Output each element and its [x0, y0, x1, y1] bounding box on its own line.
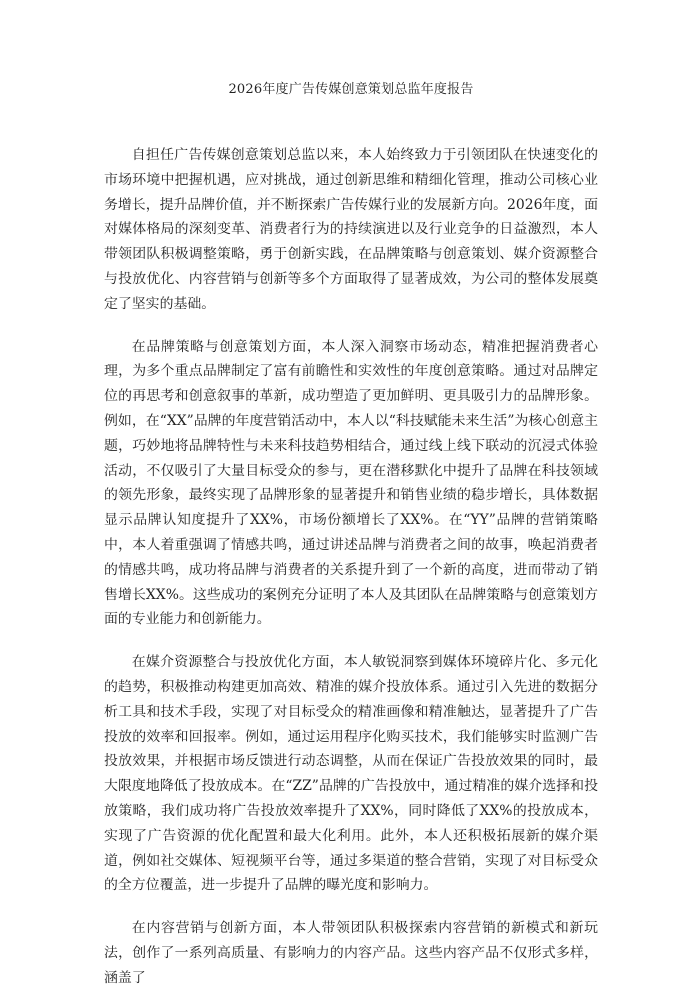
paragraph-brand-strategy: 在品牌策略与创意策划方面，本人深入洞察市场动态，精准把握消费者心理，为多个重点品牌制定了富有前瞻性和实效性的年度创意策略。通过对品牌定位的再思考和创意叙事的革新，成功塑造了更加鲜明、更具吸引力的品牌形象。例如，在“XX”品牌的年度营销活动中，本人以“科技赋能未来生活”为核心创意主题，巧妙地将品牌特性与未来科技趋势相结合，通过线上线下联动的沉浸式体验活动，不仅吸引了大量目标受众的参与，更在潜移默化中提升了品牌在科技领域的领先形象，最终实现了品牌形象的显著提升和销售业绩的稳步增长，具体数据显示品牌认知度提升了XX%，市场份额增长了XX%。在“YY”品牌的营销策略中，本人着重强调了情感共鸣，通过讲述品牌与消费者之间的故事，唤起消费者的情感共鸣，成功将品牌与消费者的关系提升到了一个新的高度，进而带动了销售增长XX%。这些成功的案例充分证明了本人及其团队在品牌策略与创意策划方面的专业能力和创新能力。 [104, 338, 598, 628]
document-body [104, 143, 598, 991]
paragraph-media-integration: 在媒介资源整合与投放优化方面，本人敏锐洞察到媒体环境碎片化、多元化的趋势，积极推动构建更加高效、精准的媒介投放体系。通过引入先进的数据分析工具和技术手段，实现了对目标受众的精准画像和精准触达，显著提升了广告投放的效率和回报率。例如，通过运用程序化购买技术，我们能够实时监测广告投放效果，并根据市场反馈进行动态调整，从而在保证广告投放效果的同时，最大限度地降低了投放成本。在“ZZ”品牌的广告投放中，通过精准的媒介选择和投放策略，我们成功将广告投放效率提升了XX%，同时降低了XX%的投放成本，实现了广告资源的优化配置和最大化利用。此外，本人还积极拓展新的媒介渠道，例如社交媒体、短视频平台等，通过多渠道的整合营销，实现了对目标受众的全方位覆盖，进一步提升了品牌的曝光度和影响力。 [104, 654, 598, 894]
paragraph-intro: 自担任广告传媒创意策划总监以来，本人始终致力于引领团队在快速变化的市场环境中把握机遇，应对挑战，通过创新思维和精细化管理，推动公司核心业务增长，提升品牌价值，并不断探索广告传媒行业的发展新方向。2026年度，面对媒体格局的深刻变革、消费者行为的持续演进以及行业竞争的日益激烈，本人带领团队积极调整策略，勇于创新实践，在品牌策略与创意策划、媒介资源整合与投放优化、内容营销与创新等多个方面取得了显著成效，为公司的整体发展奠定了坚实的基础。 [104, 147, 598, 312]
document-title: 2026年度广告传媒创意策划总监年度报告 [228, 82, 474, 97]
paragraph-content-marketing: 在内容营销与创新方面，本人带领团队积极探索内容营销的新模式和新玩法，创作了一系列高质量、有影响力的内容产品。这些内容产品不仅形式多样，涵盖了 [104, 920, 598, 986]
